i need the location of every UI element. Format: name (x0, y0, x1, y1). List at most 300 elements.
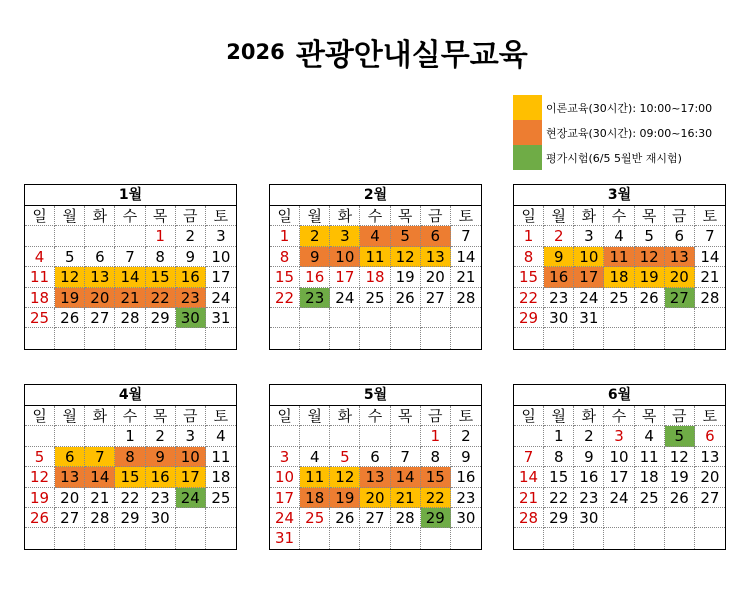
day-cell: 25 (360, 288, 390, 308)
day-cell: 10 (330, 247, 360, 267)
day-cell: 5 (391, 226, 421, 246)
day-cell: 27 (695, 488, 725, 508)
day-cell: 8 (146, 247, 176, 267)
day-cell: 18 (635, 467, 665, 487)
day-cell: 15 (514, 267, 544, 287)
weekday-header: 목 (391, 206, 421, 226)
empty-cell (85, 328, 115, 348)
empty-cell (25, 226, 55, 246)
empty-cell (391, 308, 421, 328)
empty-cell (176, 528, 206, 548)
day-cell: 4 (604, 226, 634, 246)
day-cell: 22 (146, 288, 176, 308)
weekday-header: 금 (176, 406, 206, 426)
legend (513, 95, 712, 170)
day-cell: 20 (665, 267, 695, 287)
day-cell: 3 (604, 426, 634, 446)
day-cell: 3 (330, 226, 360, 246)
calendar-month (513, 384, 726, 550)
empty-cell (270, 328, 300, 348)
day-cell: 13 (85, 267, 115, 287)
day-cell: 19 (55, 288, 85, 308)
day-cell: 24 (330, 288, 360, 308)
weekday-header: 월 (300, 206, 330, 226)
weekday-header: 수 (115, 206, 145, 226)
day-cell: 15 (115, 467, 145, 487)
weekday-header: 일 (514, 206, 544, 226)
empty-cell (330, 426, 360, 446)
empty-cell (55, 226, 85, 246)
empty-cell (695, 308, 725, 328)
day-cell: 21 (695, 267, 725, 287)
day-cell: 3 (206, 226, 236, 246)
day-cell: 5 (55, 247, 85, 267)
empty-cell (360, 426, 390, 446)
weekday-header: 토 (451, 206, 481, 226)
empty-cell (544, 528, 574, 548)
day-cell: 11 (206, 447, 236, 467)
day-cell: 18 (206, 467, 236, 487)
legend-swatch-field (513, 120, 542, 145)
day-cell: 23 (300, 288, 330, 308)
day-cell: 13 (665, 247, 695, 267)
day-cell: 31 (270, 528, 300, 548)
day-cell: 15 (146, 267, 176, 287)
day-cell: 21 (391, 488, 421, 508)
day-cell: 16 (451, 467, 481, 487)
day-cell: 26 (635, 288, 665, 308)
empty-cell (146, 528, 176, 548)
month-grid (25, 206, 236, 349)
day-cell: 17 (604, 467, 634, 487)
weekday-header: 토 (695, 406, 725, 426)
day-cell: 17 (330, 267, 360, 287)
empty-cell (604, 528, 634, 548)
day-cell: 13 (695, 447, 725, 467)
day-cell: 24 (206, 288, 236, 308)
day-cell: 12 (25, 467, 55, 487)
day-cell: 29 (544, 508, 574, 528)
empty-cell (635, 308, 665, 328)
month-grid (514, 206, 725, 349)
weekday-header: 금 (665, 206, 695, 226)
day-cell: 17 (270, 488, 300, 508)
calendar-month (269, 384, 482, 550)
day-cell: 9 (300, 247, 330, 267)
legend-item-field (513, 120, 712, 145)
day-cell: 16 (300, 267, 330, 287)
day-cell: 7 (451, 226, 481, 246)
day-cell: 29 (115, 508, 145, 528)
page-title (0, 30, 754, 74)
weekday-header: 목 (146, 206, 176, 226)
day-cell: 21 (514, 488, 544, 508)
empty-cell (635, 508, 665, 528)
day-cell: 6 (360, 447, 390, 467)
empty-cell (55, 528, 85, 548)
empty-cell (176, 508, 206, 528)
calendar-month (513, 184, 726, 350)
weekday-header: 금 (421, 206, 451, 226)
day-cell: 1 (421, 426, 451, 446)
weekday-header: 월 (55, 406, 85, 426)
day-cell: 10 (270, 467, 300, 487)
empty-cell (176, 328, 206, 348)
empty-cell (300, 528, 330, 548)
weekday-header: 월 (544, 406, 574, 426)
empty-cell (115, 528, 145, 548)
empty-cell (300, 426, 330, 446)
weekday-header: 수 (115, 406, 145, 426)
day-cell: 9 (544, 247, 574, 267)
empty-cell (330, 528, 360, 548)
weekday-header: 화 (574, 206, 604, 226)
day-cell: 7 (115, 247, 145, 267)
day-cell: 12 (635, 247, 665, 267)
day-cell: 20 (55, 488, 85, 508)
month-title: 3월 (514, 185, 725, 206)
day-cell: 8 (421, 447, 451, 467)
empty-cell (635, 328, 665, 348)
day-cell: 18 (25, 288, 55, 308)
weekday-header: 목 (146, 406, 176, 426)
day-cell: 13 (360, 467, 390, 487)
month-grid (270, 206, 481, 349)
day-cell: 8 (514, 247, 544, 267)
day-cell: 28 (514, 508, 544, 528)
legend-item-exam (513, 145, 712, 170)
day-cell: 14 (695, 247, 725, 267)
day-cell: 25 (300, 508, 330, 528)
day-cell: 17 (574, 267, 604, 287)
weekday-header: 금 (176, 206, 206, 226)
weekday-header: 화 (85, 406, 115, 426)
day-cell: 4 (300, 447, 330, 467)
day-cell: 6 (421, 226, 451, 246)
empty-cell (391, 426, 421, 446)
calendar-month (24, 184, 237, 350)
weekday-header: 월 (544, 206, 574, 226)
day-cell: 2 (574, 426, 604, 446)
empty-cell (206, 508, 236, 528)
day-cell: 2 (544, 226, 574, 246)
day-cell: 19 (665, 467, 695, 487)
day-cell: 18 (604, 267, 634, 287)
day-cell: 25 (25, 308, 55, 328)
empty-cell (665, 508, 695, 528)
day-cell: 19 (391, 267, 421, 287)
month-title: 6월 (514, 385, 725, 406)
empty-cell (146, 328, 176, 348)
weekday-header: 화 (85, 206, 115, 226)
day-cell: 4 (635, 426, 665, 446)
weekday-header: 일 (270, 206, 300, 226)
legend-swatch-exam (513, 145, 542, 170)
day-cell: 18 (300, 488, 330, 508)
day-cell: 19 (330, 488, 360, 508)
day-cell: 26 (665, 488, 695, 508)
day-cell: 25 (604, 288, 634, 308)
empty-cell (421, 528, 451, 548)
day-cell: 5 (635, 226, 665, 246)
day-cell: 30 (451, 508, 481, 528)
day-cell: 25 (206, 488, 236, 508)
empty-cell (451, 328, 481, 348)
day-cell: 1 (115, 426, 145, 446)
day-cell: 7 (85, 447, 115, 467)
day-cell: 26 (55, 308, 85, 328)
empty-cell (25, 528, 55, 548)
day-cell: 1 (270, 226, 300, 246)
day-cell: 11 (635, 447, 665, 467)
empty-cell (544, 328, 574, 348)
month-grid (25, 406, 236, 549)
day-cell: 7 (514, 447, 544, 467)
empty-cell (55, 426, 85, 446)
day-cell: 11 (604, 247, 634, 267)
day-cell: 6 (695, 426, 725, 446)
day-cell: 8 (544, 447, 574, 467)
weekday-header: 수 (360, 206, 390, 226)
month-title: 4월 (25, 385, 236, 406)
day-cell: 16 (176, 267, 206, 287)
weekday-header: 일 (25, 206, 55, 226)
day-cell: 22 (270, 288, 300, 308)
weekday-header: 토 (451, 406, 481, 426)
day-cell: 2 (146, 426, 176, 446)
day-cell: 19 (635, 267, 665, 287)
day-cell: 23 (544, 288, 574, 308)
day-cell: 24 (176, 488, 206, 508)
empty-cell (85, 226, 115, 246)
title-main: 관광안내실무교육 (295, 38, 528, 73)
day-cell: 13 (421, 247, 451, 267)
day-cell: 11 (360, 247, 390, 267)
weekday-header: 화 (330, 206, 360, 226)
empty-cell (604, 308, 634, 328)
day-cell: 3 (270, 447, 300, 467)
empty-cell (665, 308, 695, 328)
day-cell: 9 (451, 447, 481, 467)
day-cell: 1 (544, 426, 574, 446)
day-cell: 26 (25, 508, 55, 528)
day-cell: 4 (360, 226, 390, 246)
day-cell: 15 (544, 467, 574, 487)
empty-cell (330, 328, 360, 348)
day-cell: 12 (55, 267, 85, 287)
day-cell: 29 (514, 308, 544, 328)
weekday-header: 일 (270, 406, 300, 426)
day-cell: 26 (391, 288, 421, 308)
weekday-header: 수 (360, 406, 390, 426)
day-cell: 20 (421, 267, 451, 287)
day-cell: 31 (206, 308, 236, 328)
day-cell: 22 (544, 488, 574, 508)
day-cell: 15 (270, 267, 300, 287)
weekday-header: 목 (635, 406, 665, 426)
empty-cell (665, 528, 695, 548)
empty-cell (695, 528, 725, 548)
empty-cell (451, 528, 481, 548)
empty-cell (421, 328, 451, 348)
day-cell: 14 (451, 247, 481, 267)
day-cell: 13 (55, 467, 85, 487)
day-cell: 28 (85, 508, 115, 528)
day-cell: 29 (146, 308, 176, 328)
empty-cell (635, 528, 665, 548)
day-cell: 31 (574, 308, 604, 328)
empty-cell (604, 508, 634, 528)
empty-cell (574, 528, 604, 548)
day-cell: 9 (574, 447, 604, 467)
weekday-header: 수 (604, 406, 634, 426)
month-grid (270, 406, 481, 549)
day-cell: 7 (695, 226, 725, 246)
empty-cell (421, 308, 451, 328)
legend-label-field: 현장교육(30시간): 09:00~16:30 (546, 126, 713, 140)
weekday-header: 월 (55, 206, 85, 226)
day-cell: 16 (146, 467, 176, 487)
empty-cell (695, 508, 725, 528)
day-cell: 10 (176, 447, 206, 467)
day-cell: 5 (25, 447, 55, 467)
weekday-header: 수 (604, 206, 634, 226)
day-cell: 11 (25, 267, 55, 287)
weekday-header: 목 (635, 206, 665, 226)
month-title: 2월 (270, 185, 481, 206)
day-cell: 8 (270, 247, 300, 267)
empty-cell (451, 308, 481, 328)
empty-cell (270, 308, 300, 328)
month-title: 5월 (270, 385, 481, 406)
day-cell: 29 (421, 508, 451, 528)
day-cell: 21 (85, 488, 115, 508)
empty-cell (270, 426, 300, 446)
day-cell: 23 (176, 288, 206, 308)
day-cell: 27 (665, 288, 695, 308)
day-cell: 5 (330, 447, 360, 467)
calendar-month (269, 184, 482, 350)
empty-cell (206, 328, 236, 348)
day-cell: 23 (574, 488, 604, 508)
day-cell: 27 (55, 508, 85, 528)
day-cell: 9 (146, 447, 176, 467)
day-cell: 12 (391, 247, 421, 267)
empty-cell (85, 426, 115, 446)
day-cell: 30 (146, 508, 176, 528)
weekday-header: 금 (421, 406, 451, 426)
empty-cell (25, 426, 55, 446)
day-cell: 24 (574, 288, 604, 308)
day-cell: 28 (451, 288, 481, 308)
title-year: 2026 (226, 40, 285, 64)
empty-cell (665, 328, 695, 348)
day-cell: 12 (330, 467, 360, 487)
day-cell: 26 (330, 508, 360, 528)
legend-label-theory: 이론교육(30시간): 10:00~17:00 (546, 101, 713, 115)
day-cell: 25 (635, 488, 665, 508)
day-cell: 21 (451, 267, 481, 287)
legend-item-theory (513, 95, 712, 120)
day-cell: 22 (115, 488, 145, 508)
calendar-month (24, 384, 237, 550)
empty-cell (300, 328, 330, 348)
empty-cell (514, 328, 544, 348)
empty-cell (360, 528, 390, 548)
day-cell: 7 (391, 447, 421, 467)
weekday-header: 토 (206, 206, 236, 226)
day-cell: 30 (574, 508, 604, 528)
day-cell: 28 (115, 308, 145, 328)
empty-cell (514, 426, 544, 446)
empty-cell (55, 328, 85, 348)
legend-swatch-theory (513, 95, 542, 120)
empty-cell (391, 528, 421, 548)
day-cell: 14 (115, 267, 145, 287)
day-cell: 30 (544, 308, 574, 328)
empty-cell (695, 328, 725, 348)
empty-cell (115, 328, 145, 348)
weekday-header: 일 (514, 406, 544, 426)
empty-cell (25, 328, 55, 348)
empty-cell (360, 328, 390, 348)
day-cell: 8 (115, 447, 145, 467)
weekday-header: 월 (300, 406, 330, 426)
weekday-header: 화 (330, 406, 360, 426)
day-cell: 1 (146, 226, 176, 246)
day-cell: 20 (85, 288, 115, 308)
day-cell: 20 (695, 467, 725, 487)
day-cell: 24 (270, 508, 300, 528)
weekday-header: 토 (695, 206, 725, 226)
empty-cell (115, 226, 145, 246)
day-cell: 22 (514, 288, 544, 308)
empty-cell (604, 328, 634, 348)
weekday-header: 토 (206, 406, 236, 426)
day-cell: 28 (695, 288, 725, 308)
empty-cell (360, 308, 390, 328)
empty-cell (391, 328, 421, 348)
day-cell: 16 (574, 467, 604, 487)
empty-cell (85, 528, 115, 548)
day-cell: 9 (176, 247, 206, 267)
day-cell: 14 (514, 467, 544, 487)
day-cell: 6 (85, 247, 115, 267)
day-cell: 10 (604, 447, 634, 467)
day-cell: 21 (115, 288, 145, 308)
day-cell: 4 (25, 247, 55, 267)
day-cell: 23 (451, 488, 481, 508)
day-cell: 3 (176, 426, 206, 446)
day-cell: 24 (604, 488, 634, 508)
legend-label-exam: 평가시험(6/5 5월반 재시험) (546, 151, 682, 165)
weekday-header: 일 (25, 406, 55, 426)
day-cell: 2 (451, 426, 481, 446)
day-cell: 19 (25, 488, 55, 508)
day-cell: 30 (176, 308, 206, 328)
day-cell: 28 (391, 508, 421, 528)
day-cell: 6 (55, 447, 85, 467)
month-grid (514, 406, 725, 549)
weekday-header: 목 (391, 406, 421, 426)
day-cell: 27 (360, 508, 390, 528)
weekday-header: 화 (574, 406, 604, 426)
day-cell: 12 (665, 447, 695, 467)
day-cell: 10 (574, 247, 604, 267)
day-cell: 20 (360, 488, 390, 508)
weekday-header: 금 (665, 406, 695, 426)
empty-cell (300, 308, 330, 328)
